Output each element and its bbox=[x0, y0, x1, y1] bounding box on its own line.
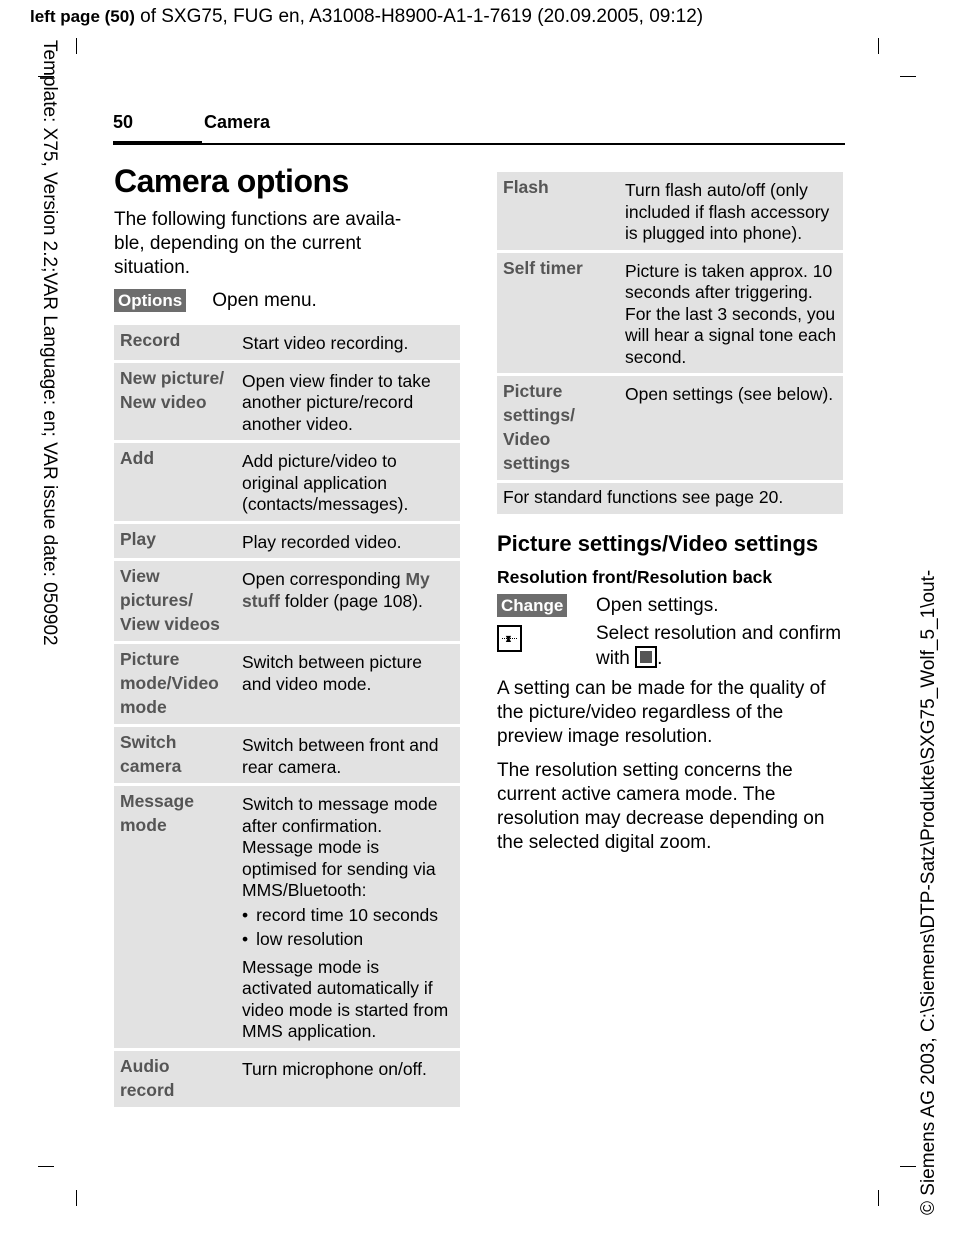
message-mode-text: Switch to message mode after confirmation. Message mode is optimised for sending via MMS/Bluetooth: bbox=[242, 794, 438, 900]
option-term: View pictures/ View videos bbox=[114, 561, 234, 641]
standard-functions-note: For standard functions see page 20. bbox=[497, 483, 843, 514]
section-title: Camera bbox=[204, 112, 271, 132]
option-description: Start video recording. bbox=[234, 325, 460, 360]
options-softkey: Options bbox=[114, 289, 186, 312]
message-mode-note: Message mode is activated automatically if video mode is started from MMS application. bbox=[242, 956, 449, 1041]
left-column bbox=[114, 163, 460, 1110]
table-row bbox=[114, 561, 460, 641]
option-description: Play recorded video. bbox=[234, 524, 460, 559]
table-row bbox=[114, 786, 460, 1048]
options-row bbox=[114, 289, 460, 312]
crop-mark bbox=[878, 38, 879, 54]
change-description: Open settings. bbox=[596, 594, 719, 616]
option-description: Switch between front and rear camera. bbox=[234, 727, 460, 783]
print-header-line bbox=[30, 6, 703, 28]
option-term: Add bbox=[114, 443, 234, 521]
camera-options-table bbox=[114, 322, 460, 1110]
navigation-description: Select resolution and confirm with . bbox=[596, 622, 842, 669]
message-mode-bullets bbox=[242, 905, 454, 951]
options-description: Open menu. bbox=[212, 289, 317, 311]
intro-line: ble, depending on the current bbox=[114, 233, 362, 254]
page-header bbox=[113, 112, 845, 144]
option-term: Flash bbox=[497, 172, 617, 250]
crop-mark bbox=[76, 1190, 77, 1206]
option-description: Picture is taken approx. 10 seconds after triggering. For the last 3 seconds, you will hear a signal tone each second. bbox=[617, 253, 843, 374]
table-row bbox=[497, 483, 843, 514]
option-term: Message mode bbox=[114, 786, 234, 1048]
print-header-page: left page (50) bbox=[30, 7, 135, 26]
header-rule bbox=[113, 143, 845, 145]
option-description: Open view finder to take another picture/record another video. bbox=[234, 363, 460, 441]
table-row bbox=[114, 443, 460, 521]
option-description: Add picture/video to original application (contacts/messages). bbox=[234, 443, 460, 521]
crop-mark bbox=[900, 1166, 916, 1167]
side-template-info bbox=[38, 40, 60, 720]
list-item: • low resolution bbox=[242, 929, 454, 951]
camera-options-table-continued bbox=[497, 169, 843, 517]
table-row bbox=[114, 363, 460, 441]
option-description: Turn microphone on/off. bbox=[234, 1051, 460, 1107]
table-row bbox=[114, 1051, 460, 1107]
option-term: New picture/ New video bbox=[114, 363, 234, 441]
option-description: Open settings (see below). bbox=[617, 376, 843, 480]
page-title: Camera options bbox=[114, 163, 349, 199]
side-copyright-text: © Siemens AG 2003, C:\Siemens\DTP-Satz\Produkte\SXG75_Wolf_5_1\out- bbox=[918, 569, 939, 1215]
print-header-info: of SXG75, FUG en, A31008-H8900-A1-1-7619 (20.09.2005, 09:12) bbox=[134, 6, 704, 27]
side-copyright-info bbox=[918, 515, 940, 1215]
resolution-paragraph: The resolution setting concerns the current active camera mode. The resolution may decrease depending on the selected digital zoom. bbox=[497, 759, 825, 853]
table-row bbox=[497, 376, 843, 480]
section-heading: Picture settings/Video settings bbox=[497, 530, 819, 556]
crop-mark bbox=[878, 1190, 879, 1206]
list-item: • record time 10 seconds bbox=[242, 905, 454, 927]
option-description: Switch between picture and video mode. bbox=[234, 644, 460, 724]
option-term: Picture mode/Video mode bbox=[114, 644, 234, 724]
crop-mark bbox=[38, 1166, 54, 1167]
option-term: Picture settings/ Video settings bbox=[497, 376, 617, 480]
option-description: Open corresponding My stuff folder (page 108). bbox=[234, 561, 460, 641]
navigation-key-icon bbox=[497, 625, 522, 652]
table-row bbox=[497, 253, 843, 374]
option-term: Audio record bbox=[114, 1051, 234, 1107]
option-term: Play bbox=[114, 524, 234, 559]
right-column bbox=[497, 172, 843, 865]
navigation-row bbox=[497, 622, 843, 671]
intro-line: The following functions are availa- bbox=[114, 209, 402, 230]
change-softkey: Change bbox=[497, 594, 567, 617]
quality-paragraph: A setting can be made for the quality of the picture/video regardless of the preview image resolution. bbox=[497, 677, 826, 747]
crop-mark bbox=[76, 38, 77, 54]
table-row bbox=[114, 644, 460, 724]
crop-mark bbox=[900, 76, 916, 77]
table-row bbox=[114, 325, 460, 360]
table-row bbox=[497, 172, 843, 250]
table-row bbox=[114, 524, 460, 559]
intro-text bbox=[114, 208, 460, 280]
option-term: Switch camera bbox=[114, 727, 234, 783]
option-description bbox=[234, 786, 460, 1048]
side-template-text: Template: X75, Version 2.2;VAR Language: en; VAR issue date: 050902 bbox=[39, 40, 60, 646]
option-term: Record bbox=[114, 325, 234, 360]
my-stuff-link: My stuff bbox=[242, 569, 430, 611]
subsection-heading: Resolution front/Resolution back bbox=[497, 566, 773, 587]
option-description: Turn flash auto/off (only included if flash accessory is plugged into phone). bbox=[617, 172, 843, 250]
change-row bbox=[497, 594, 843, 618]
intro-line: situation. bbox=[114, 257, 191, 278]
page-number: 50 bbox=[113, 112, 134, 132]
option-term: Self timer bbox=[497, 253, 617, 374]
center-key-icon bbox=[635, 646, 657, 668]
table-row bbox=[114, 727, 460, 783]
